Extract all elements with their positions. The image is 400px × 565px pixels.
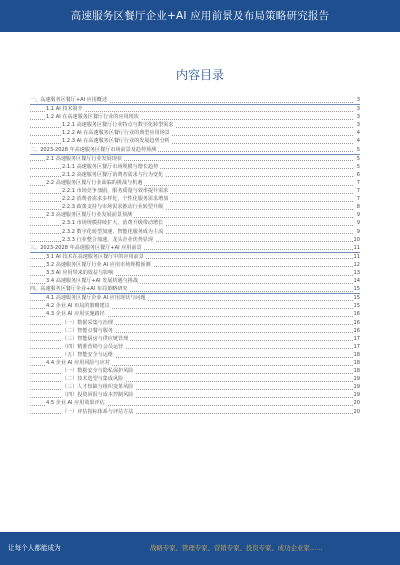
toc-entry-title: 2.2.1 市场竞争加剧，服务质量与效率提升需求 bbox=[62, 188, 169, 195]
toc-page-number: 9 bbox=[353, 211, 360, 219]
header-bar bbox=[0, 0, 400, 32]
toc-entry-title: 1.1 AI 技术简介 bbox=[46, 106, 83, 113]
toc-heading: 内容目录 bbox=[175, 68, 224, 82]
toc-entry-title: （四）精准营销与会员运营 bbox=[62, 343, 124, 350]
toc-entry-title: 1.2.2 AI 在高速服务区餐厅行业的典型应用场景 bbox=[62, 130, 170, 137]
toc-page-number: 17 bbox=[353, 335, 360, 342]
toc-entry-title: 二、2023-2028 年高速服务区餐厅市场前景及趋势预测 bbox=[30, 146, 157, 153]
toc-entry-title: 2.1.1 高速服务区餐厅市场规模与增长趋势 bbox=[62, 163, 159, 170]
toc-entry-title: （一）评估指标体系与评估方法 bbox=[62, 408, 134, 415]
toc-entry-title: 三、2023-2028 年高速服务区餐厅+AI 应用前景 bbox=[30, 244, 142, 251]
toc-page-number: 19 bbox=[353, 392, 360, 399]
toc-page-number: 8 bbox=[353, 203, 360, 211]
toc-entry-title: 2.3.1 市场规模持续扩大，消费升级带动增长 bbox=[62, 220, 164, 227]
toc-page-number: 19 bbox=[353, 376, 360, 383]
toc-entry[interactable] bbox=[30, 179, 360, 187]
toc-entry[interactable] bbox=[30, 195, 360, 203]
toc-entry[interactable] bbox=[30, 343, 360, 351]
toc-entry[interactable] bbox=[30, 113, 360, 121]
toc-page-number: 20 bbox=[353, 408, 360, 415]
toc-page-number: 14 bbox=[353, 278, 360, 285]
toc-page-number: 12 bbox=[353, 261, 360, 268]
toc-entry-title: 4.1 高速服务区餐厅企业 AI 应用现状与问题 bbox=[46, 295, 146, 302]
toc-entry[interactable] bbox=[30, 155, 360, 163]
toc-entry-title: 2.2 高速服务区餐厅行业面临的挑战与机遇 bbox=[46, 179, 143, 186]
toc-page-number: 19 bbox=[353, 384, 360, 391]
toc-entry[interactable] bbox=[30, 261, 360, 269]
toc-entry-title: （五）智能安全与运维 bbox=[62, 351, 113, 358]
toc-page-number: 11 bbox=[353, 253, 360, 260]
toc-page-number: 17 bbox=[353, 343, 360, 350]
toc-page-number: 3 bbox=[353, 96, 360, 104]
toc-page-number: 6 bbox=[353, 171, 360, 179]
toc-entry-title: 四、高速服务区餐厅企业+AI 布局策略研究 bbox=[30, 286, 128, 293]
toc-entry[interactable] bbox=[30, 359, 360, 367]
toc-entry[interactable] bbox=[30, 187, 360, 195]
footer-bar bbox=[0, 532, 400, 565]
toc-entry[interactable] bbox=[30, 391, 360, 399]
toc-entry-title: （四）投资回报与成本控制风险 bbox=[62, 392, 134, 399]
toc-entry[interactable] bbox=[30, 319, 360, 327]
toc-entry-title: （二）智能点餐与服务 bbox=[62, 327, 113, 334]
toc-page-number: 3 bbox=[353, 105, 360, 113]
toc-entry[interactable] bbox=[30, 302, 360, 310]
toc-entry[interactable] bbox=[30, 171, 360, 179]
toc-page-number: 18 bbox=[353, 360, 360, 366]
toc-page-number: 4 bbox=[353, 129, 360, 137]
toc-entry-title: 3.2 高速服务区餐厅行业 AI 应用市场规模预测 bbox=[46, 261, 151, 268]
toc-page-number: 15 bbox=[353, 295, 360, 302]
toc-page-number: 7 bbox=[353, 179, 360, 187]
footer-slogan: 让每个人都能成为 bbox=[8, 544, 61, 552]
toc-entry[interactable] bbox=[30, 375, 360, 383]
toc-entry-title: 1.2.3 AI 在高速服务区餐厅行业的发展趋势分析 bbox=[62, 138, 170, 145]
toc-entry[interactable] bbox=[30, 129, 360, 137]
toc-page-number: 5 bbox=[353, 146, 360, 154]
toc-page-number: 3 bbox=[353, 113, 360, 121]
toc-entry[interactable] bbox=[30, 269, 360, 277]
toc-entry[interactable] bbox=[30, 277, 360, 285]
toc-entry[interactable] bbox=[30, 146, 360, 155]
toc-entry[interactable] bbox=[30, 351, 360, 359]
toc-entry[interactable] bbox=[30, 285, 360, 294]
toc-page-number: 20 bbox=[353, 400, 360, 407]
report-title: 高速服务区餐厅企业+AI 应用前景及布局策略研究报告 bbox=[70, 10, 330, 22]
toc-page-number: 9 bbox=[353, 219, 360, 227]
toc-entry-title: 1.2 AI 在高速服务区餐厅行业的应用现状 bbox=[46, 114, 139, 121]
toc-page-number: 16 bbox=[353, 311, 360, 318]
toc-page-number: 3 bbox=[353, 121, 360, 129]
toc-entry[interactable] bbox=[30, 228, 360, 236]
toc-entry-title: 一、高速服务区餐厅+AI 应用概述 bbox=[30, 97, 108, 103]
toc-entry[interactable] bbox=[30, 408, 360, 416]
toc-entry-title: （三）智能厨房与供应链管理 bbox=[62, 335, 129, 342]
toc-entry-title: 2.1.2 高速服务区餐厅消费者需求与行为变化 bbox=[62, 171, 164, 178]
toc-page-number: 18 bbox=[353, 351, 360, 358]
toc-entry-title: （一）数据采集与治理 bbox=[62, 319, 113, 326]
toc-entry-title: （一）数据安全与隐私保护风险 bbox=[62, 368, 134, 375]
toc-entry-title: 3.1 AI 技术在高速服务区餐厅中的应用前景 bbox=[46, 253, 144, 260]
toc-entry[interactable] bbox=[30, 335, 360, 343]
toc-entry-title: 2.3.2 数字化转型加速，智能化服务成为主流 bbox=[62, 228, 164, 235]
toc-page-number: 7 bbox=[353, 187, 360, 195]
toc-entry-title: 3.3 AI 应用带来的效益与影响 bbox=[46, 269, 114, 276]
toc-page-number: 15 bbox=[353, 303, 360, 310]
toc-entry[interactable] bbox=[30, 121, 360, 129]
toc-entry-title: 4.5 企业 AI 应用效果评估 bbox=[46, 400, 105, 407]
toc-entry[interactable] bbox=[30, 294, 360, 302]
toc-page-number: 4 bbox=[353, 137, 360, 145]
toc-entry[interactable] bbox=[30, 163, 360, 171]
toc-page-number: 5 bbox=[353, 155, 360, 163]
toc-entry-title: 2.2.2 消费者需求多样化，个性化服务需求增加 bbox=[62, 196, 169, 203]
toc-page-number: 9 bbox=[353, 228, 360, 236]
toc-page-number: 16 bbox=[353, 319, 360, 326]
toc-entry[interactable] bbox=[30, 253, 360, 261]
toc-page-number: 13 bbox=[353, 269, 360, 276]
toc-entry[interactable] bbox=[30, 383, 360, 391]
toc-page-number: 10 bbox=[353, 236, 360, 243]
toc-entry[interactable] bbox=[30, 236, 360, 244]
toc-entry[interactable] bbox=[30, 219, 360, 227]
toc-page-number: 7 bbox=[353, 195, 360, 203]
toc-entry-title: 2.2.3 政策支持与市场需求推动行业转型升级 bbox=[62, 204, 164, 211]
toc-entry-title: 2.3.3 行业整合加速，龙头企业优势显现 bbox=[62, 236, 153, 243]
toc-page-number: 18 bbox=[353, 368, 360, 375]
toc-entry[interactable] bbox=[30, 399, 360, 407]
toc-entry[interactable] bbox=[30, 105, 360, 113]
toc-entry[interactable] bbox=[30, 96, 360, 105]
toc-entry[interactable] bbox=[30, 211, 360, 219]
toc-page-number: 11 bbox=[353, 244, 360, 251]
toc-entry[interactable] bbox=[30, 244, 360, 253]
toc-page-number: 16 bbox=[353, 327, 360, 334]
toc-page-number: 15 bbox=[353, 286, 360, 293]
toc-page-number: 5 bbox=[353, 163, 360, 171]
toc-entry-title: 2.3 高速服务区餐厅行业发展前景预测 bbox=[46, 212, 133, 219]
toc-entry[interactable] bbox=[30, 327, 360, 335]
toc-entry[interactable] bbox=[30, 367, 360, 375]
toc-entry-title: （三）人才短缺与组织变革风险 bbox=[62, 384, 134, 391]
toc-entry[interactable] bbox=[30, 137, 360, 145]
toc-entry[interactable] bbox=[30, 310, 360, 318]
toc-entry-title: 4.2 企业 AI 布局的策略建议 bbox=[46, 303, 110, 310]
toc-entry-title: 3.4 高速服务区餐厅+AI 发展机遇与挑战 bbox=[46, 278, 138, 285]
toc-entry-title: 1.2.1 高速服务区餐厅行业特点与数字化转型需求 bbox=[62, 122, 174, 129]
toc-entry-title: 2.1 高速服务区餐厅行业发展现状 bbox=[46, 155, 122, 162]
toc-entry-title: （二）技术选型与集成风险 bbox=[62, 376, 124, 383]
toc-entry-title: 4.4 企业 AI 应用风险与应对 bbox=[46, 360, 110, 366]
table-of-contents bbox=[30, 96, 360, 416]
footer-tagline: 战略专家、管理专家、营销专家、投资专家、成功企业家…… bbox=[150, 544, 323, 552]
toc-entry-title: 4.3 企业 AI 应用实施路径 bbox=[46, 311, 105, 318]
toc-entry[interactable] bbox=[30, 203, 360, 211]
